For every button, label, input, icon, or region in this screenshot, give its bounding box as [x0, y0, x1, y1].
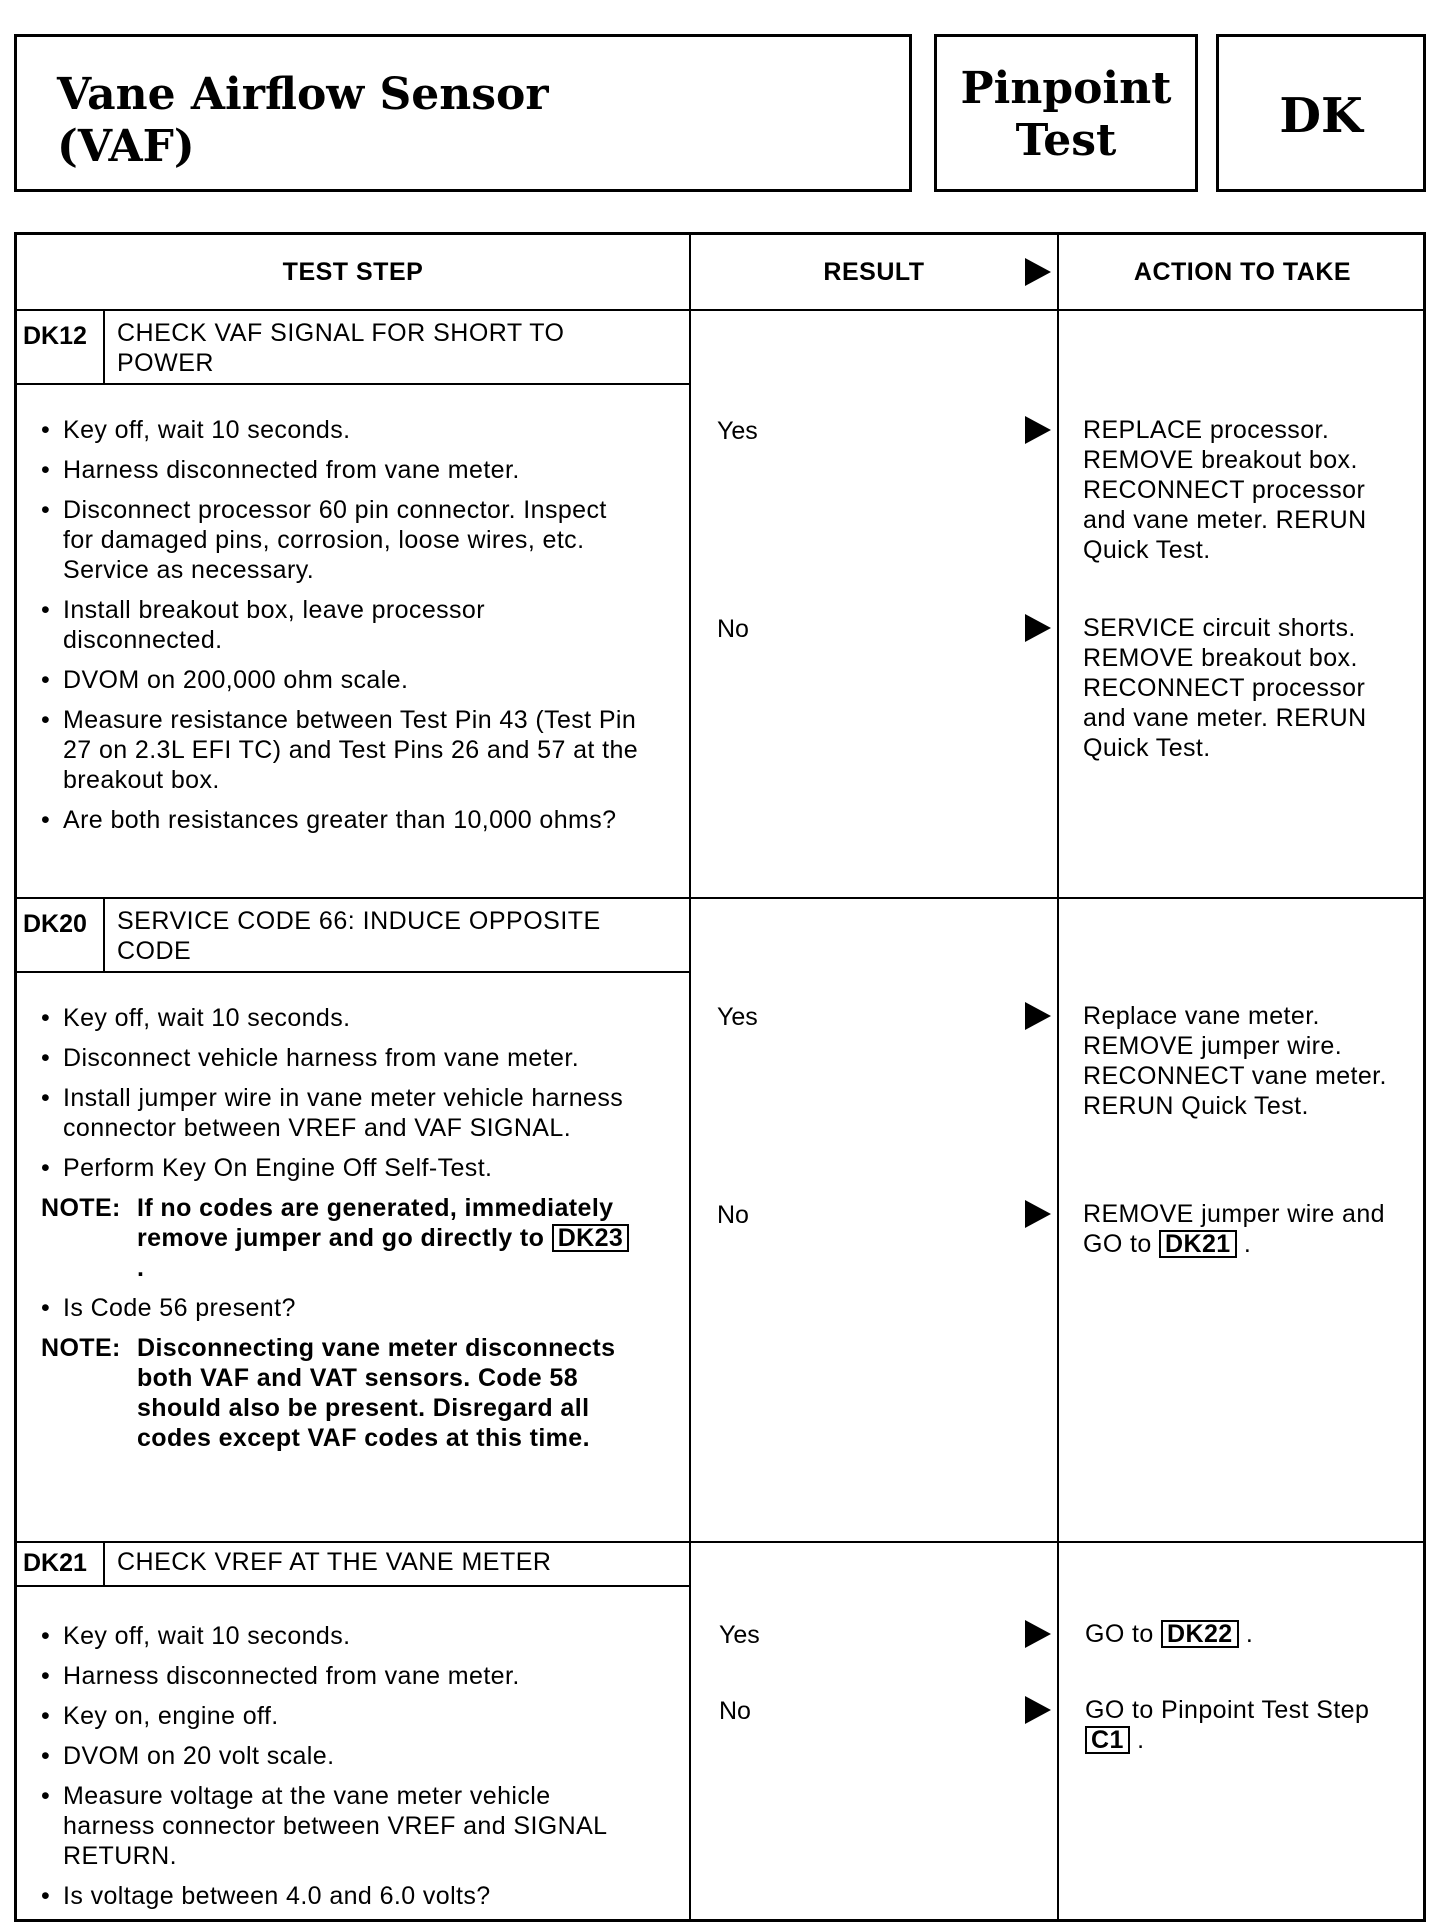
action-text: REMOVE jumper wire and GO to DK21 . — [1083, 1200, 1385, 1258]
instruction-item: • Perform Key On Engine Off Self-Test. — [41, 1153, 681, 1183]
instruction-item: • Is voltage between 4.0 and 6.0 volts? — [41, 1881, 681, 1911]
instruction-item: • Install breakout box, leave processor disconnected. — [41, 595, 583, 655]
action-text: SERVICE circuit shorts. REMOVE breakout box. RECONNECT processor and vane meter. RERUN Quick Test. — [1083, 614, 1367, 762]
note-label: NOTE: — [41, 1194, 121, 1222]
action-text-part: REMOVE jumper wire and GO to — [1083, 1200, 1385, 1258]
arrow-icon — [1025, 614, 1051, 642]
instruction-item: • DVOM on 200,000 ohm scale. — [41, 665, 681, 695]
instruction-item: • Is Code 56 present? — [41, 1293, 681, 1323]
arrow-icon — [1025, 1200, 1051, 1228]
arrow-icon — [1025, 1696, 1051, 1724]
arrow-icon — [1025, 1002, 1051, 1030]
step-title: SERVICE CODE 66: INDUCE OPPOSITE CODE — [117, 907, 601, 965]
note-label: NOTE: — [41, 1334, 121, 1362]
result-label: Yes — [719, 1621, 760, 1649]
arrow-icon — [1025, 1620, 1051, 1648]
page-title: Vane Airflow Sensor (VAF) — [57, 69, 549, 172]
instruction-item: • Key off, wait 10 seconds. — [41, 1621, 681, 1651]
instruction-item: • Install jumper wire in vane meter vehicle harness connector between VREF and VAF SIGNAL. — [41, 1083, 643, 1143]
step-reference[interactable]: DK23 — [552, 1224, 630, 1252]
result-label: No — [717, 1201, 749, 1229]
action-text: GO to Pinpoint Test Step C1 . — [1085, 1696, 1370, 1754]
step-id-divider — [103, 311, 105, 383]
step-title-divider — [17, 1585, 689, 1587]
step-reference[interactable]: DK22 — [1161, 1620, 1239, 1648]
instruction-item: • Are both resistances greater than 10,000 ohms? — [41, 805, 643, 835]
note — [41, 1333, 657, 1453]
result-label: No — [717, 615, 749, 643]
step-title: CHECK VAF SIGNAL FOR SHORT TO POWER — [117, 319, 565, 377]
column-divider — [689, 235, 691, 1919]
instruction-item: • Harness disconnected from vane meter. — [41, 1661, 681, 1691]
instruction-item: • Key off, wait 10 seconds. — [41, 1003, 681, 1033]
result-label: No — [719, 1697, 751, 1725]
instruction-item: • Disconnect vehicle harness from vane meter. — [41, 1043, 681, 1073]
note: NOTE: If no codes are generated, immediately remove jumper and go directly to DK23 . — [41, 1193, 637, 1283]
step-title-divider — [17, 383, 689, 385]
instruction-item: • Measure resistance between Test Pin 43 (Test Pin 27 on 2.3L EFI TC) and Test Pins 26 and 57 at the breakout box. — [41, 705, 663, 795]
note-text: If no codes are generated, immediately remove jumper and go directly to — [137, 1194, 614, 1252]
step-instructions — [41, 1003, 681, 1463]
step-title-divider — [17, 971, 689, 973]
action-text-part: GO to Pinpoint Test Step — [1085, 1696, 1370, 1724]
step-title: CHECK VREF AT THE VANE METER — [117, 1548, 552, 1576]
action-text: REPLACE processor. REMOVE breakout box. RECONNECT processor and vane meter. RERUN Quick Test. — [1083, 416, 1367, 564]
step-id: DK20 — [23, 910, 87, 938]
step-reference[interactable]: DK21 — [1159, 1230, 1237, 1258]
step-id-divider — [103, 1543, 105, 1585]
test-type-box — [934, 34, 1198, 192]
instruction-item: • Key off, wait 10 seconds. — [41, 415, 681, 445]
test-code: DK — [1279, 88, 1363, 144]
instruction-item: • Disconnect processor 60 pin connector. Inspect for damaged pins, corrosion, loose wires, etc. Service as necessary. — [41, 495, 643, 585]
instruction-item: • Measure voltage at the vane meter vehicle harness connector between VREF and SIGNAL RETURN. — [41, 1781, 643, 1871]
result-label: Yes — [717, 1003, 758, 1031]
step-divider — [17, 897, 1423, 899]
step-divider — [17, 1541, 1423, 1543]
instruction-item: • DVOM on 20 volt scale. — [41, 1741, 681, 1771]
title-box — [14, 34, 912, 192]
instruction-item: • Harness disconnected from vane meter. — [41, 455, 681, 485]
step-reference[interactable]: C1 — [1085, 1726, 1130, 1754]
step-id-divider — [103, 899, 105, 971]
step-id: DK21 — [23, 1549, 87, 1577]
column-header-action: ACTION TO TAKE — [1133, 257, 1352, 286]
step-id: DK12 — [23, 322, 87, 350]
action-text-part: GO to — [1085, 1620, 1154, 1648]
arrow-icon — [1025, 416, 1051, 444]
arrow-icon — [1025, 258, 1051, 286]
result-label: Yes — [717, 417, 758, 445]
column-header-result: RESULT — [823, 257, 925, 286]
instruction-item: • Key on, engine off. — [41, 1701, 681, 1731]
step-instructions — [41, 1621, 681, 1921]
test-table — [14, 232, 1426, 1922]
column-divider — [1057, 235, 1059, 1919]
step-instructions — [41, 415, 681, 845]
action-text: GO to DK22 . — [1085, 1620, 1254, 1648]
test-code-box — [1216, 34, 1426, 192]
header-divider — [17, 309, 1423, 311]
note-text: Disconnecting vane meter disconnects both VAF and VAT sensors. Code 58 should also be present. Disregard all codes except VAF codes at this time. — [137, 1334, 616, 1452]
test-type-label: Pinpoint Test — [960, 63, 1172, 166]
column-header-test-step: TEST STEP — [282, 257, 424, 286]
action-text: Replace vane meter. REMOVE jumper wire. RECONNECT vane meter. RERUN Quick Test. — [1083, 1002, 1387, 1120]
